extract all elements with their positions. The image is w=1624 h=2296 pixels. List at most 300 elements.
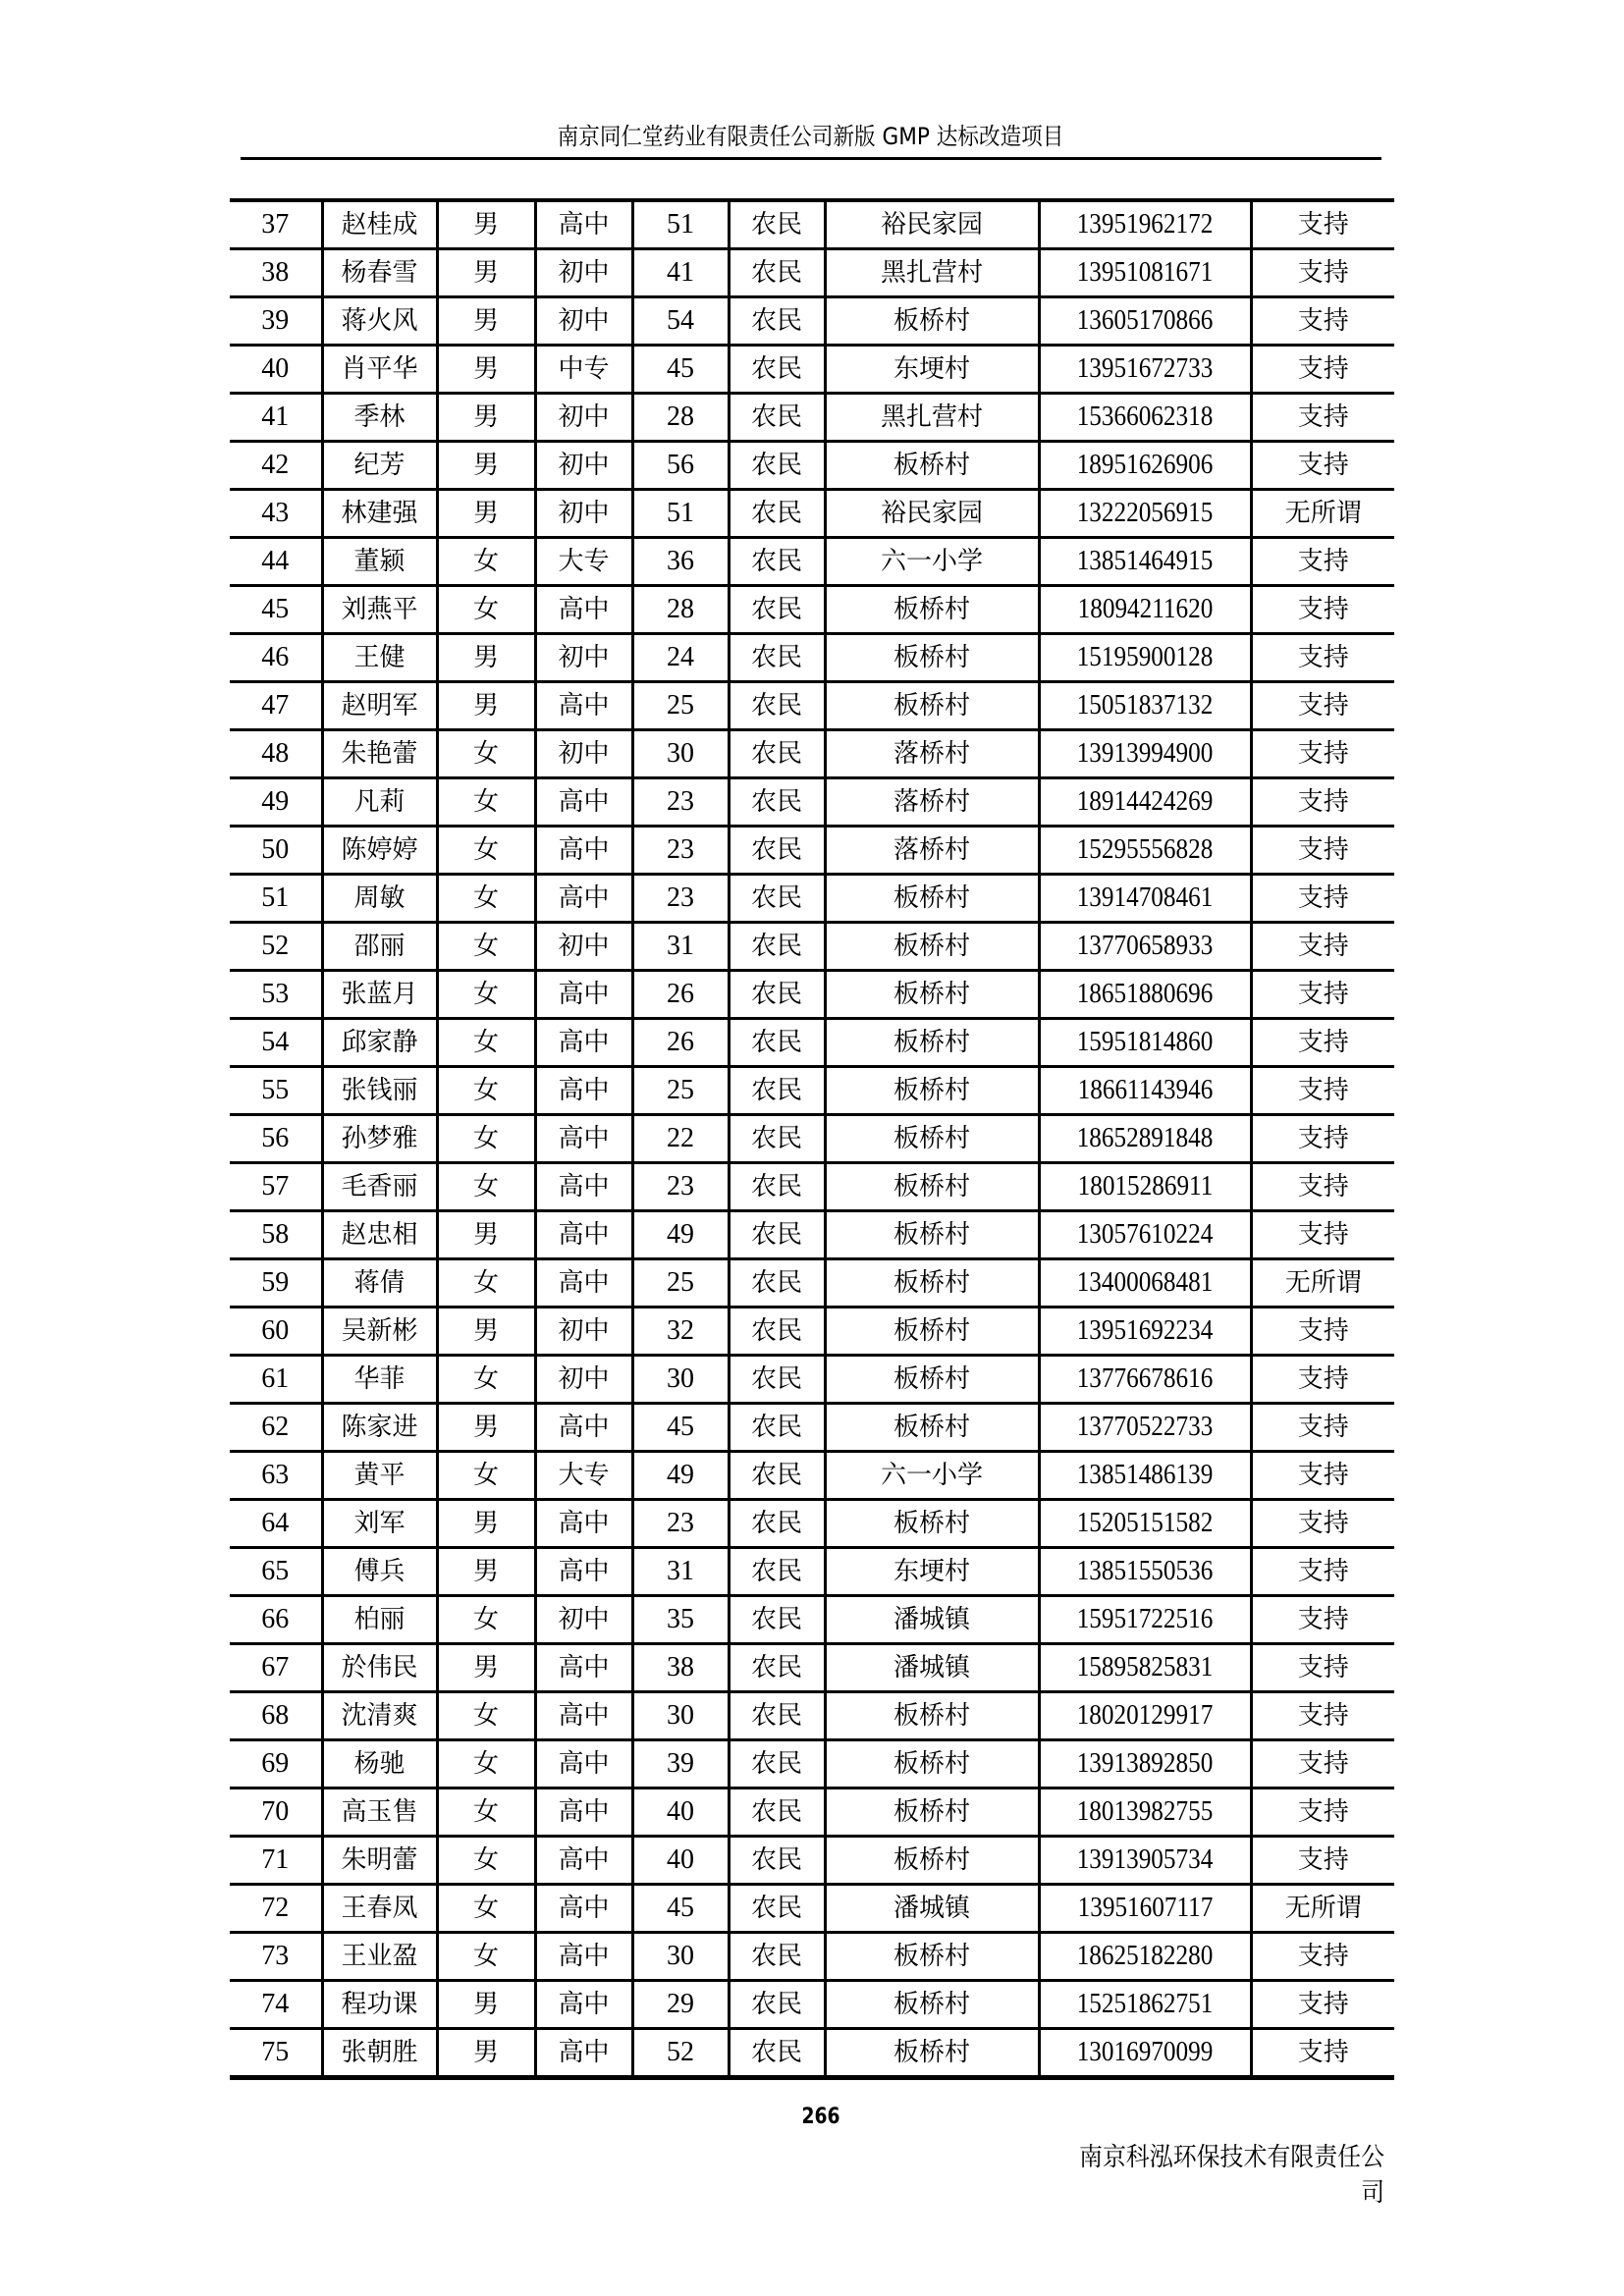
attitude-text: 支持 [1297, 739, 1349, 769]
row-number-text: 45 [261, 594, 290, 624]
address-text: 板桥村 [893, 1028, 970, 1057]
cell-address [825, 1452, 1039, 1500]
footer-company-text: 南京科泓环保技术有限责任公司 [1079, 2143, 1384, 2208]
cell-name [322, 1692, 437, 1740]
cell-phone [1039, 394, 1251, 442]
age-text: 28 [667, 594, 694, 624]
cell-attitude [1251, 923, 1394, 971]
row-number-text: 63 [261, 1460, 290, 1490]
name-text: 高玉售 [341, 1797, 418, 1827]
occupation-text: 农民 [750, 932, 802, 961]
cell-phone [1039, 1356, 1251, 1404]
attitude-text: 支持 [1297, 1845, 1349, 1875]
cell-gender [437, 442, 535, 490]
cell-attitude [1251, 682, 1394, 730]
attitude-text: 支持 [1297, 1316, 1349, 1346]
gender-text: 女 [472, 1894, 499, 1923]
table-row [230, 1308, 1394, 1356]
age-text: 23 [667, 882, 694, 913]
gender-text: 女 [472, 739, 499, 769]
gender-text: 男 [472, 499, 499, 528]
cell-row-number [230, 1837, 322, 1885]
name-text: 刘燕平 [341, 595, 418, 624]
cell-age [632, 538, 729, 586]
age-text: 23 [667, 786, 694, 817]
occupation-text: 农民 [750, 1894, 802, 1923]
cell-occupation [729, 1067, 825, 1115]
cell-address [825, 923, 1039, 971]
gender-text: 女 [472, 1268, 499, 1298]
cell-gender [437, 875, 535, 923]
cell-phone [1039, 1115, 1251, 1163]
name-text: 刘军 [353, 1509, 406, 1538]
cell-education [535, 730, 632, 778]
cell-occupation [729, 1837, 825, 1885]
cell-row-number [230, 1740, 322, 1789]
education-text: 初中 [558, 306, 610, 336]
cell-address [825, 971, 1039, 1019]
occupation-text: 农民 [750, 1942, 802, 1971]
row-number-text: 54 [261, 1027, 290, 1057]
cell-attitude [1251, 1692, 1394, 1740]
table-row [230, 586, 1394, 634]
cell-row-number [230, 1259, 322, 1308]
address-text: 板桥村 [893, 1797, 970, 1827]
cell-occupation [729, 923, 825, 971]
cell-name [322, 971, 437, 1019]
address-text: 板桥村 [893, 1172, 970, 1201]
table-row [230, 875, 1394, 923]
cell-attitude [1251, 1259, 1394, 1308]
gender-text: 女 [472, 1749, 499, 1779]
cell-age [632, 1500, 729, 1548]
education-text: 高中 [558, 1124, 610, 1153]
cell-row-number [230, 297, 322, 346]
cell-address [825, 1308, 1039, 1356]
cell-attitude [1251, 1596, 1394, 1644]
occupation-text: 农民 [750, 2038, 802, 2067]
phone-text: 13057610224 [1076, 1219, 1214, 1250]
gender-text: 女 [472, 1605, 499, 1634]
name-text: 赵明军 [341, 691, 418, 721]
name-text: 毛香丽 [341, 1172, 418, 1201]
cell-gender [437, 1356, 535, 1404]
table-row [230, 1740, 1394, 1789]
address-text: 板桥村 [893, 643, 970, 672]
cell-age [632, 1452, 729, 1500]
address-text: 板桥村 [893, 1701, 970, 1731]
header-title-text: 南京同仁堂药业有限责任公司新版 GMP 达标改造项目 [558, 123, 1064, 150]
row-number-text: 52 [261, 931, 290, 961]
cell-name [322, 1740, 437, 1789]
cell-address [825, 2029, 1039, 2078]
cell-phone [1039, 1837, 1251, 1885]
cell-education [535, 1981, 632, 2029]
table-row [230, 1019, 1394, 1067]
cell-attitude [1251, 1115, 1394, 1163]
cell-age [632, 1981, 729, 2029]
cell-age [632, 875, 729, 923]
cell-gender [437, 682, 535, 730]
address-text: 板桥村 [893, 1413, 970, 1442]
cell-name [322, 827, 437, 875]
cell-address [825, 1019, 1039, 1067]
occupation-text: 农民 [750, 1028, 802, 1057]
cell-name [322, 442, 437, 490]
age-text: 39 [667, 1748, 694, 1779]
address-text: 东埂村 [893, 1557, 970, 1586]
cell-gender [437, 1692, 535, 1740]
cell-gender [437, 1067, 535, 1115]
row-number-text: 62 [261, 1412, 290, 1442]
cell-education [535, 971, 632, 1019]
cell-attitude [1251, 1885, 1394, 1933]
cell-gender [437, 1211, 535, 1259]
age-text: 40 [667, 1796, 694, 1827]
address-text: 裕民家园 [880, 499, 983, 528]
cell-phone [1039, 1692, 1251, 1740]
cell-education [535, 1740, 632, 1789]
cell-education [535, 394, 632, 442]
cell-phone [1039, 538, 1251, 586]
address-text: 落桥村 [893, 835, 970, 865]
cell-name [322, 1500, 437, 1548]
age-text: 30 [667, 738, 694, 769]
cell-name [322, 1789, 437, 1837]
cell-gender [437, 1789, 535, 1837]
age-text: 30 [667, 1941, 694, 1971]
cell-education [535, 1259, 632, 1308]
cell-name [322, 682, 437, 730]
cell-age [632, 1644, 729, 1692]
row-number-text: 41 [261, 401, 290, 432]
attitude-text: 支持 [1297, 1028, 1349, 1057]
cell-phone [1039, 1308, 1251, 1356]
cell-address [825, 1789, 1039, 1837]
gender-text: 女 [472, 1028, 499, 1057]
gender-text: 男 [472, 306, 499, 336]
cell-education [535, 1548, 632, 1596]
row-number-text: 51 [261, 882, 290, 913]
cell-occupation [729, 1019, 825, 1067]
cell-occupation [729, 442, 825, 490]
table-row [230, 1404, 1394, 1452]
table-row [230, 394, 1394, 442]
name-text: 黄平 [353, 1461, 406, 1490]
cell-row-number [230, 2029, 322, 2078]
address-text: 东埂村 [893, 354, 970, 384]
cell-phone [1039, 2029, 1251, 2078]
cell-address [825, 682, 1039, 730]
cell-name [322, 200, 437, 249]
age-text: 25 [667, 690, 694, 721]
cell-age [632, 1259, 729, 1308]
gender-text: 女 [472, 1124, 499, 1153]
address-text: 潘城镇 [893, 1894, 970, 1923]
cell-name [322, 490, 437, 538]
row-number-text: 57 [261, 1171, 290, 1201]
education-text: 高中 [558, 1653, 610, 1682]
gender-text: 男 [472, 1220, 499, 1250]
occupation-text: 农民 [750, 1845, 802, 1875]
cell-occupation [729, 875, 825, 923]
gender-text: 男 [472, 402, 499, 432]
cell-address [825, 1837, 1039, 1885]
name-text: 杨驰 [353, 1749, 406, 1779]
cell-address [825, 1596, 1039, 1644]
cell-attitude [1251, 297, 1394, 346]
occupation-text: 农民 [750, 1124, 802, 1153]
phone-text: 13770522733 [1076, 1412, 1214, 1442]
education-text: 初中 [558, 739, 610, 769]
cell-attitude [1251, 1981, 1394, 2029]
age-text: 32 [667, 1315, 694, 1346]
cell-education [535, 538, 632, 586]
cell-gender [437, 1596, 535, 1644]
cell-attitude [1251, 1067, 1394, 1115]
phone-text: 18651880696 [1076, 979, 1214, 1009]
gender-text: 女 [472, 932, 499, 961]
attitude-text: 支持 [1297, 835, 1349, 865]
cell-age [632, 682, 729, 730]
row-number-text: 46 [261, 642, 290, 672]
cell-address [825, 297, 1039, 346]
cell-gender [437, 1019, 535, 1067]
row-number-text: 43 [261, 498, 290, 528]
cell-gender [437, 778, 535, 827]
cell-phone [1039, 1789, 1251, 1837]
cell-education [535, 1308, 632, 1356]
gender-text: 女 [472, 547, 499, 576]
phone-text: 18914424269 [1076, 786, 1214, 817]
table-row [230, 1259, 1394, 1308]
cell-occupation [729, 1115, 825, 1163]
cell-attitude [1251, 1837, 1394, 1885]
attitude-text: 支持 [1297, 1557, 1349, 1586]
address-text: 黑扎营村 [880, 258, 983, 288]
cell-education [535, 200, 632, 249]
address-text: 六一小学 [880, 1461, 983, 1490]
cell-phone [1039, 1933, 1251, 1981]
row-number-text: 68 [261, 1700, 290, 1731]
education-text: 初中 [558, 1364, 610, 1394]
table-row [230, 730, 1394, 778]
table-row [230, 538, 1394, 586]
cell-occupation [729, 971, 825, 1019]
cell-occupation [729, 346, 825, 394]
age-text: 36 [667, 546, 694, 576]
education-text: 高中 [558, 1942, 610, 1971]
cell-address [825, 538, 1039, 586]
address-text: 板桥村 [893, 1749, 970, 1779]
phone-text: 18652891848 [1076, 1123, 1214, 1153]
cell-phone [1039, 1163, 1251, 1211]
occupation-text: 农民 [750, 1605, 802, 1634]
cell-row-number [230, 875, 322, 923]
cell-education [535, 827, 632, 875]
cell-age [632, 1789, 729, 1837]
education-text: 初中 [558, 402, 610, 432]
table-row [230, 1163, 1394, 1211]
cell-occupation [729, 1644, 825, 1692]
cell-gender [437, 634, 535, 682]
cell-phone [1039, 971, 1251, 1019]
row-number-text: 64 [261, 1508, 290, 1538]
education-text: 中专 [558, 354, 610, 384]
cell-occupation [729, 538, 825, 586]
phone-text: 18661143946 [1077, 1075, 1213, 1105]
cell-attitude [1251, 1163, 1394, 1211]
cell-education [535, 634, 632, 682]
cell-attitude [1251, 2029, 1394, 2078]
age-text: 45 [667, 1893, 694, 1923]
cell-name [322, 1019, 437, 1067]
name-text: 孙梦雅 [341, 1124, 418, 1153]
education-text: 高中 [558, 1028, 610, 1057]
occupation-text: 农民 [750, 258, 802, 288]
name-text: 纪芳 [353, 451, 406, 480]
occupation-text: 农民 [750, 1172, 802, 1201]
cell-address [825, 1500, 1039, 1548]
name-text: 周敏 [353, 883, 406, 913]
gender-text: 男 [472, 691, 499, 721]
address-text: 板桥村 [893, 1076, 970, 1105]
age-text: 24 [667, 642, 694, 672]
phone-text: 18020129917 [1076, 1700, 1214, 1731]
cell-gender [437, 586, 535, 634]
cell-age [632, 1548, 729, 1596]
cell-row-number [230, 249, 322, 297]
row-number-text: 58 [261, 1219, 290, 1250]
cell-name [322, 1933, 437, 1981]
cell-education [535, 923, 632, 971]
address-text: 板桥村 [893, 980, 970, 1009]
attitude-text: 支持 [1297, 1413, 1349, 1442]
phone-text: 13851464915 [1076, 546, 1214, 576]
cell-education [535, 1404, 632, 1452]
cell-age [632, 249, 729, 297]
phone-text: 13951081671 [1076, 257, 1214, 288]
occupation-text: 农民 [750, 1268, 802, 1298]
cell-attitude [1251, 634, 1394, 682]
row-number-text: 44 [261, 546, 290, 576]
cell-attitude [1251, 442, 1394, 490]
cell-occupation [729, 249, 825, 297]
table-row [230, 490, 1394, 538]
cell-age [632, 1692, 729, 1740]
attitude-text: 支持 [1297, 980, 1349, 1009]
cell-address [825, 200, 1039, 249]
address-text: 板桥村 [893, 1942, 970, 1971]
cell-gender [437, 1500, 535, 1548]
row-number-text: 59 [261, 1267, 290, 1298]
cell-occupation [729, 394, 825, 442]
cell-phone [1039, 249, 1251, 297]
cell-age [632, 1740, 729, 1789]
row-number-text: 48 [261, 738, 290, 769]
cell-address [825, 442, 1039, 490]
education-text: 高中 [558, 787, 610, 817]
cell-education [535, 586, 632, 634]
address-text: 黑扎营村 [880, 402, 983, 432]
phone-text: 13776678616 [1076, 1363, 1214, 1394]
cell-address [825, 1067, 1039, 1115]
gender-text: 男 [472, 1509, 499, 1538]
cell-attitude [1251, 1500, 1394, 1548]
education-text: 高中 [558, 2038, 610, 2067]
cell-gender [437, 1837, 535, 1885]
row-number-text: 61 [261, 1363, 290, 1394]
cell-education [535, 1115, 632, 1163]
phone-text: 13851550536 [1076, 1556, 1214, 1586]
cell-row-number [230, 1067, 322, 1115]
table-row [230, 1067, 1394, 1115]
cell-age [632, 442, 729, 490]
education-text: 高中 [558, 1413, 610, 1442]
occupation-text: 农民 [750, 547, 802, 576]
age-text: 31 [667, 1556, 694, 1586]
cell-name [322, 875, 437, 923]
cell-address [825, 634, 1039, 682]
cell-attitude [1251, 586, 1394, 634]
attitude-text: 支持 [1297, 1076, 1349, 1105]
row-number-text: 72 [261, 1893, 290, 1923]
address-text: 板桥村 [893, 451, 970, 480]
cell-age [632, 1067, 729, 1115]
name-text: 张蓝月 [341, 980, 418, 1009]
address-text: 板桥村 [893, 1268, 970, 1298]
cell-address [825, 1115, 1039, 1163]
cell-attitude [1251, 1308, 1394, 1356]
row-number-text: 50 [261, 834, 290, 865]
row-number-text: 53 [261, 979, 290, 1009]
phone-text: 15251862751 [1076, 1989, 1214, 2019]
row-number-text: 38 [261, 257, 290, 288]
cell-address [825, 490, 1039, 538]
cell-name [322, 1211, 437, 1259]
education-text: 大专 [558, 1461, 610, 1490]
age-text: 31 [667, 931, 694, 961]
education-text: 初中 [558, 1316, 610, 1346]
cell-name [322, 538, 437, 586]
cell-attitude [1251, 1452, 1394, 1500]
occupation-text: 农民 [750, 1797, 802, 1827]
cell-age [632, 1885, 729, 1933]
cell-education [535, 1933, 632, 1981]
address-text: 板桥村 [893, 1124, 970, 1153]
cell-gender [437, 1259, 535, 1308]
age-text: 26 [667, 1027, 694, 1057]
name-text: 陈家进 [341, 1413, 418, 1442]
name-text: 沈清爽 [341, 1701, 418, 1731]
education-text: 高中 [558, 1797, 610, 1827]
address-text: 裕民家园 [880, 210, 983, 240]
table-row [230, 1548, 1394, 1596]
cell-gender [437, 971, 535, 1019]
gender-text: 男 [472, 1316, 499, 1346]
cell-education [535, 682, 632, 730]
cell-attitude [1251, 538, 1394, 586]
cell-education [535, 1837, 632, 1885]
table-row [230, 442, 1394, 490]
age-text: 23 [667, 1508, 694, 1538]
cell-gender [437, 1163, 535, 1211]
phone-text: 15295556828 [1076, 834, 1214, 865]
age-text: 45 [667, 1412, 694, 1442]
gender-text: 男 [472, 451, 499, 480]
cell-address [825, 875, 1039, 923]
cell-occupation [729, 2029, 825, 2078]
